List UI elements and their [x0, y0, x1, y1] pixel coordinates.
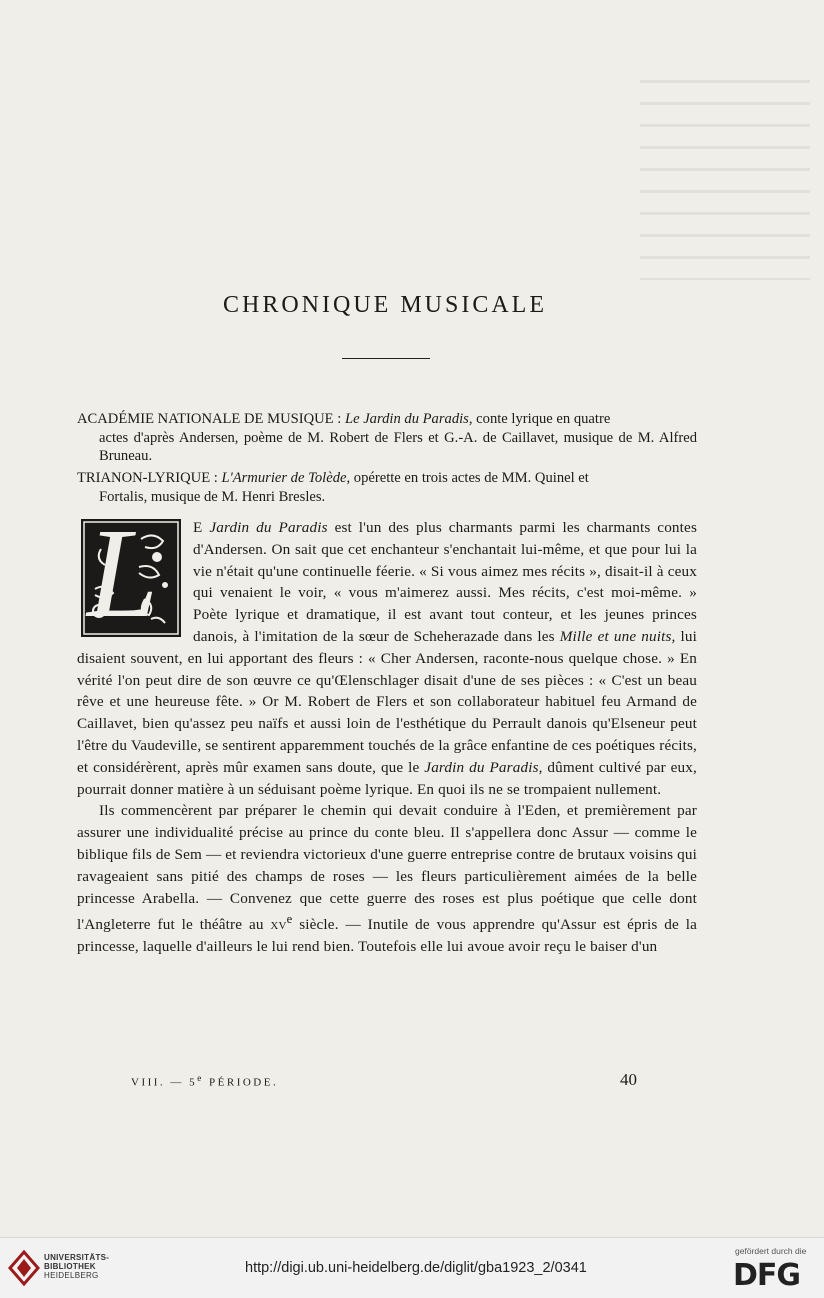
- library-name: [44, 1253, 109, 1280]
- superscript: e: [197, 1073, 204, 1083]
- funded-by-label: gefördert durch die: [735, 1246, 807, 1256]
- header-continuation: actes d'après Andersen, poème de M. Robert de Flers et G.-A. de Caillavet, musique de M. Alfred Bruneau.: [99, 429, 697, 464]
- page-title: CHRONIQUE MUSICALE: [223, 292, 547, 318]
- paragraph: [77, 502, 698, 800]
- article-body: [77, 502, 698, 958]
- work-title: Mille et une nuits,: [559, 627, 676, 645]
- bleed-through-shadow: [640, 80, 810, 280]
- header-lead: ACADÉMIE NATIONALE DE MUSIQUE :: [77, 411, 342, 427]
- header-work-title: Le Jardin du Paradis: [344, 411, 469, 427]
- header-entry-academie: [77, 410, 697, 466]
- text-run: E: [193, 519, 210, 536]
- text-run: siècle. — Inutile de vous apprendre qu'Assur est épris de la princesse, laquelle d'ailleurs le lui rend bien. Toutefois elle lui avoue avoir reçu le baiser d'un: [77, 916, 697, 956]
- university-library-logo-icon: [8, 1250, 40, 1286]
- volume-label: VIII. — 5: [131, 1076, 198, 1089]
- header-rest: , opérette en trois actes de MM. Quinel et: [346, 470, 589, 486]
- work-title: Jardin du Paradis: [424, 758, 539, 776]
- library-name-line: UNIVERSITÄTS-: [44, 1253, 110, 1262]
- volume-signature: [131, 1073, 278, 1089]
- ornamental-dropcap: [81, 502, 181, 644]
- library-name-line: BIBLIOTHEK: [44, 1262, 96, 1271]
- text-run: est l'un des plus charmants parmi les charmants contes d'Andersen. On sait que cet enchanteur s'enchantait lui-même, et que pour lui la vie n'était qu'une continuelle féerie. « Si vous aimez mes récits », disait-il à ceux qui venaient le voir, « vous m'aimerez aussi. Mes récits, c'est moi-même. » Poète lyrique et dramatique, il est avant tout conteur, et les jeunes princes danois, à l'imitation de la sœur de Scheherazade dans les: [193, 519, 697, 645]
- viewer-footer-bar: [0, 1237, 824, 1298]
- paragraph: [77, 800, 697, 958]
- title-rule: [342, 358, 430, 359]
- library-logo[interactable]: [8, 1250, 40, 1291]
- permalink-url[interactable]: http://digi.ub.uni-heidelberg.de/diglit/gba1923_2/0341: [245, 1260, 587, 1276]
- library-name-line: HEIDELBERG: [44, 1271, 99, 1280]
- superscript: e: [286, 912, 293, 927]
- text-run: , dûment cultivé par eux, pourrait donner matière à un séduisant poème lyrique. En quoi ils ne se trompaient nullement.: [77, 758, 697, 798]
- page-number: 40: [620, 1070, 637, 1089]
- dropcap-letter: L: [87, 502, 159, 644]
- century-numeral: xv: [270, 916, 287, 934]
- header-work-title: L'Armurier de Tolède: [221, 470, 347, 486]
- header-continuation: Fortalis, musique de M. Henri Bresles.: [99, 488, 326, 505]
- header-rest: , conte lyrique en quatre: [468, 411, 611, 427]
- text-run: Ils commencèrent par préparer le chemin qui devait conduire à l'Eden, et premièrement par assurer une individualité précise au prince du conte bleu. Il s'appellera donc Assur — comme le biblique fils de Sem — et reviendra victorieux d'une guerre entreprise contre de brutaux voisins qui ravageaient sans pitié des champs de roses — les fleurs particulièrement aimées de la belle princesse Arabella. — Convenez que cette guerre des roses est plus poétique que celle dont l'Angleterre fut le théâtre au: [77, 802, 697, 934]
- header-entry-trianon: [77, 469, 697, 506]
- dfg-logo[interactable]: DFG: [733, 1258, 801, 1293]
- work-title: Jardin du Paradis: [209, 519, 328, 536]
- period-label: PÉRIODE.: [203, 1076, 279, 1089]
- header-lead: TRIANON-LYRIQUE :: [77, 470, 218, 486]
- text-run: lui disaient souvent, en lui apportant des fleurs : « Cher Andersen, raconte-nous quelque chose. » En vérité l'on peut dire de son œuvre ce qu'Œlenschlager disait d'une de ses pièces : « C'est un beau rêve et une heureuse fête. » Or M. Robert de Flers et son collaborateur habituel feu Armand de Caillavet, bien qu'assez peu naïfs et aussi loin de l'esthétique du Perrault danois qu'Elseneur peut l'être du Vaudeville, se sentirent apparemment touchés de la grâce enfantine de ces poétiques récits, et considérèrent, après mûr examen sans doute, que le: [77, 627, 698, 776]
